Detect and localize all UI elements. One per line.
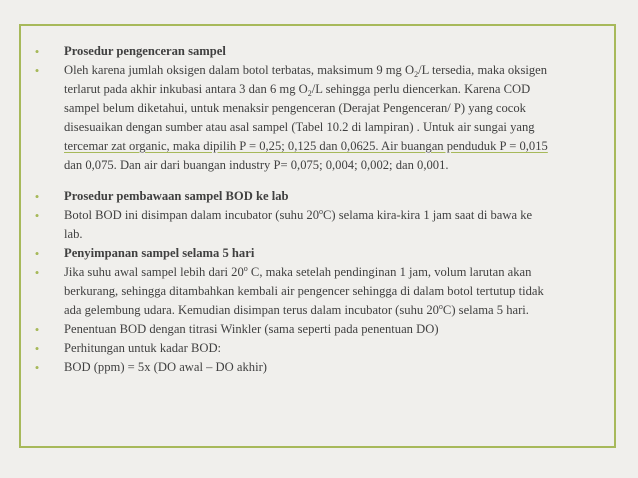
heading-dilution-procedure: Prosedur pengenceran sampel <box>64 44 226 58</box>
bullet-icon: • <box>34 246 40 261</box>
bullet-icon: • <box>34 360 40 375</box>
bullet-icon: • <box>34 322 40 337</box>
bullet-list <box>30 42 620 377</box>
bullet-icon: • <box>34 265 40 280</box>
list-item <box>30 187 620 206</box>
heading-transport-procedure: Prosedur pembawaan sampel BOD ke lab <box>64 189 289 203</box>
list-item <box>30 320 620 339</box>
dilution-paragraph: Oleh karena jumlah oksigen dalam botol terbatas, maksimum 9 mg $O_2/L$ tersedia, maka oksigen terlarut pada akhir inkubasi antara 3 dan 6 mg $O_2/L$ sehingga perlu diencerkan. Karena COD sampel belum diketahui, untuk menaksir pengenceran (Derajat Pengenceran/ P) yang cocok disesuaikan dengan sumber atau asal sampel (Tabel 10.2 di lampiran) . Untuk air sungai yang tercemar zat organic, maka dipilih P = 0,25; 0,125 dan 0,0625. Air buangan penduduk P = 0,015 dan 0,075. Dan air dari buangan industry P= 0,075; 0,004; 0,002; dan 0,001. <box>64 63 548 172</box>
list-item <box>30 263 620 320</box>
list-item <box>30 42 620 61</box>
storage-paragraph: Jika suhu awal sampel lebih dari 20$^o$ C, maka setelah pendinginan 1 jam, volum larutan akan berkurang, sehingga ditambahkan kembali air pengencer sehingga di dalam botol tertutup tidak ada gelembung udara. Kemudian disimpan terus dalam incubator (suhu 20$^o$C) selama 5 hari. <box>64 264 544 317</box>
bullet-icon: • <box>34 44 40 59</box>
bullet-icon: • <box>34 341 40 356</box>
transport-paragraph: Botol BOD ini disimpan dalam incubator (suhu 20$^o$C) selama kira-kira 1 jam saat di bawa ke lab. <box>64 207 533 241</box>
list-item <box>30 61 620 175</box>
list-item <box>30 339 620 358</box>
bullet-icon: • <box>34 63 40 78</box>
list-item <box>30 206 620 244</box>
bullet-icon: • <box>34 189 40 204</box>
bullet-icon: • <box>34 208 40 223</box>
winkler-titration-text: Penentuan BOD dengan titrasi Winkler (sama seperti pada penentuan DO) <box>64 322 439 336</box>
heading-storage: Penyimpanan sampel selama 5 hari <box>64 246 255 260</box>
list-item <box>30 358 620 377</box>
list-item <box>30 244 620 263</box>
bod-formula: BOD (ppm) = 5x (DO awal – DO akhir) <box>64 360 267 374</box>
bod-calculation-text: Perhitungan untuk kadar BOD: <box>64 341 222 355</box>
